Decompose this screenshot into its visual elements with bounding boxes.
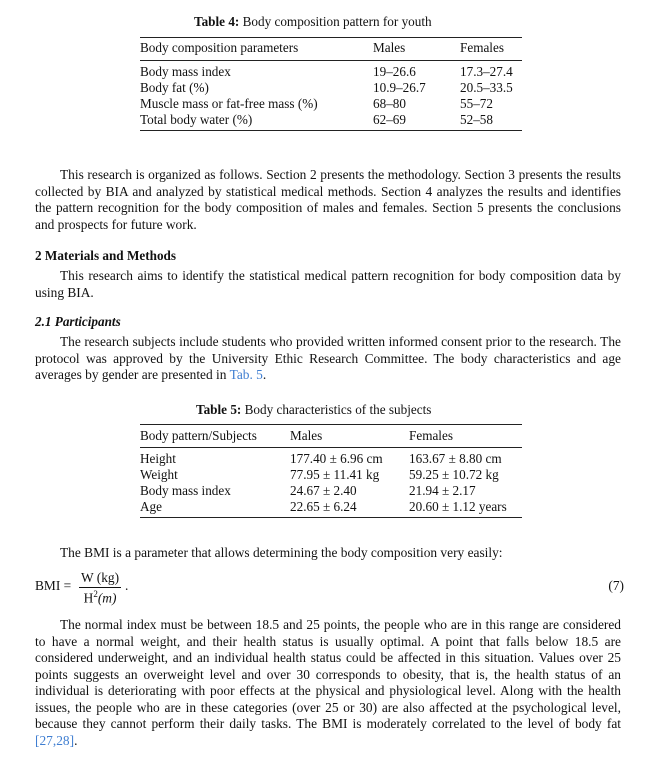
section21-paragraph-text: The research subjects include students who provided written informed consent prior to the research. The protocol was approved by the University Ethic Research Committee. The body characteristics and age averages by gender are presented in	[35, 334, 621, 382]
section2-paragraph	[35, 268, 621, 301]
table5-label: Table 5:	[196, 402, 242, 417]
section21-paragraph	[35, 334, 621, 384]
table5-caption	[196, 402, 431, 418]
citation-open-bracket: [	[35, 732, 40, 748]
tab5-link[interactable]: Tab. 5	[229, 367, 263, 382]
table5-bottom-rule	[140, 517, 522, 518]
table5-top-rule	[140, 424, 522, 425]
equation-numerator: W (kg)	[79, 570, 121, 588]
table5-row-bmi-label: Body mass index	[140, 483, 231, 498]
equation-7	[35, 570, 624, 610]
table5-row-weight-males: 77.95 ± 11.41 kg	[290, 467, 380, 482]
table5-row-height-females: 163.67 ± 8.80 cm	[409, 451, 502, 466]
final-paragraph-end: .	[74, 732, 78, 748]
final-paragraph	[35, 617, 621, 749]
final-paragraph-text: The normal index must be between 18.5 and 25 points, the people who are in this range are considered to have a normal weight, and their health status is usually optimal. A point that falls below 18.5 are considered underweight, and an individual health status could be affected in this situation. Values over 25 points suggests an overweight level and over 30 corresponds to obesity, that is, the health status of an individual is deteriorating with poor effects at the physical and physiological level. Along with the health issues, the people who are in these categories (over 25 or 30) are also affected at the psychological level, because they cannot perform their daily tasks. The BMI is moderately correlated to the level of body fat	[35, 617, 621, 731]
table5-row-age-label: Age	[140, 499, 162, 514]
intro-paragraph	[35, 167, 621, 233]
table4-row-muscle-label: Muscle mass or fat-free mass (%)	[140, 96, 318, 111]
equation-number: (7)	[608, 578, 624, 593]
table4-row-fat-females: 20.5–33.5	[460, 80, 513, 95]
table4-row-fat-males: 10.9–26.7	[373, 80, 426, 95]
citation-27-link[interactable]: 27	[39, 732, 53, 748]
equation-trailing: .	[125, 578, 129, 593]
table5-mid-rule	[140, 447, 522, 448]
table5-row-weight-label: Weight	[140, 467, 178, 482]
section2-heading: 2 Materials and Methods	[35, 248, 177, 263]
table5-row-age-females: 20.60 ± 1.12 years	[409, 499, 507, 514]
table5-header-females: Females	[409, 428, 453, 443]
table4-row-bmi-females: 17.3–27.4	[460, 64, 513, 79]
table4-caption	[194, 14, 432, 30]
section21-heading: 2.1 Participants	[35, 314, 121, 329]
citation-close-bracket: ]	[69, 732, 75, 748]
bmi-intro-paragraph	[35, 545, 621, 562]
table4-row-bmi-label: Body mass index	[140, 64, 231, 79]
table5-title: Body characteristics of the subjects	[244, 402, 432, 417]
table4-row-muscle-females: 55–72	[460, 96, 493, 111]
table4-row-water-males: 62–69	[373, 112, 406, 127]
equation-lhs: BMI =	[35, 578, 72, 593]
table5-row-height-males: 177.40 ± 6.96 cm	[290, 451, 383, 466]
table4-header-param: Body composition parameters	[140, 40, 299, 55]
table4-row-water-label: Total body water (%)	[140, 112, 253, 127]
table4-row-bmi-males: 19–26.6	[373, 64, 416, 79]
table4-header-males: Males	[373, 40, 406, 55]
intro-paragraph-text: This research is organized as follows. Section 2 presents the methodology. Section 3 presents the results collected by BIA and analyzed by statistical medical methods. Section 4 analyzes the results and identifies the pattern recognition for the body composition of males and females. Section 5 presents the conclusions and prospects for future work.	[35, 167, 621, 232]
section2-paragraph-text: This research aims to identify the statistical medical pattern recognition for body composition data by using BIA.	[35, 268, 621, 300]
table5-header-pattern: Body pattern/Subjects	[140, 428, 257, 443]
equation-denominator-rest: (m)	[97, 590, 117, 606]
table5-row-age-males: 22.65 ± 6.24	[290, 499, 357, 514]
table4-row-fat-label: Body fat (%)	[140, 80, 209, 95]
bmi-intro-text: The BMI is a parameter that allows determining the body composition very easily:	[60, 545, 503, 560]
table4-label: Table 4:	[194, 14, 240, 29]
table4-row-muscle-males: 68–80	[373, 96, 406, 111]
section21-paragraph-end: .	[262, 367, 267, 382]
table5-header-males: Males	[290, 428, 323, 443]
citation-comma: ,	[52, 732, 57, 748]
table4-title: Body composition pattern for youth	[242, 14, 432, 29]
equation-denominator-base: H	[83, 590, 94, 606]
equation-denominator	[79, 588, 121, 606]
table4-bottom-rule	[140, 130, 522, 131]
equation-denominator-exp: 2	[93, 589, 98, 599]
table5-row-bmi-females: 21.94 ± 2.17	[409, 483, 476, 498]
table4-top-rule	[140, 37, 522, 38]
table4-row-water-females: 52–58	[460, 112, 493, 127]
citation-28-link[interactable]: 28	[56, 732, 70, 748]
table5-row-weight-females: 59.25 ± 10.72 kg	[409, 467, 499, 482]
equation-fraction	[79, 570, 121, 606]
table4-header-females: Females	[460, 40, 504, 55]
table5-row-bmi-males: 24.67 ± 2.40	[290, 483, 357, 498]
table4-mid-rule	[140, 60, 522, 61]
table5-row-height-label: Height	[140, 451, 176, 466]
